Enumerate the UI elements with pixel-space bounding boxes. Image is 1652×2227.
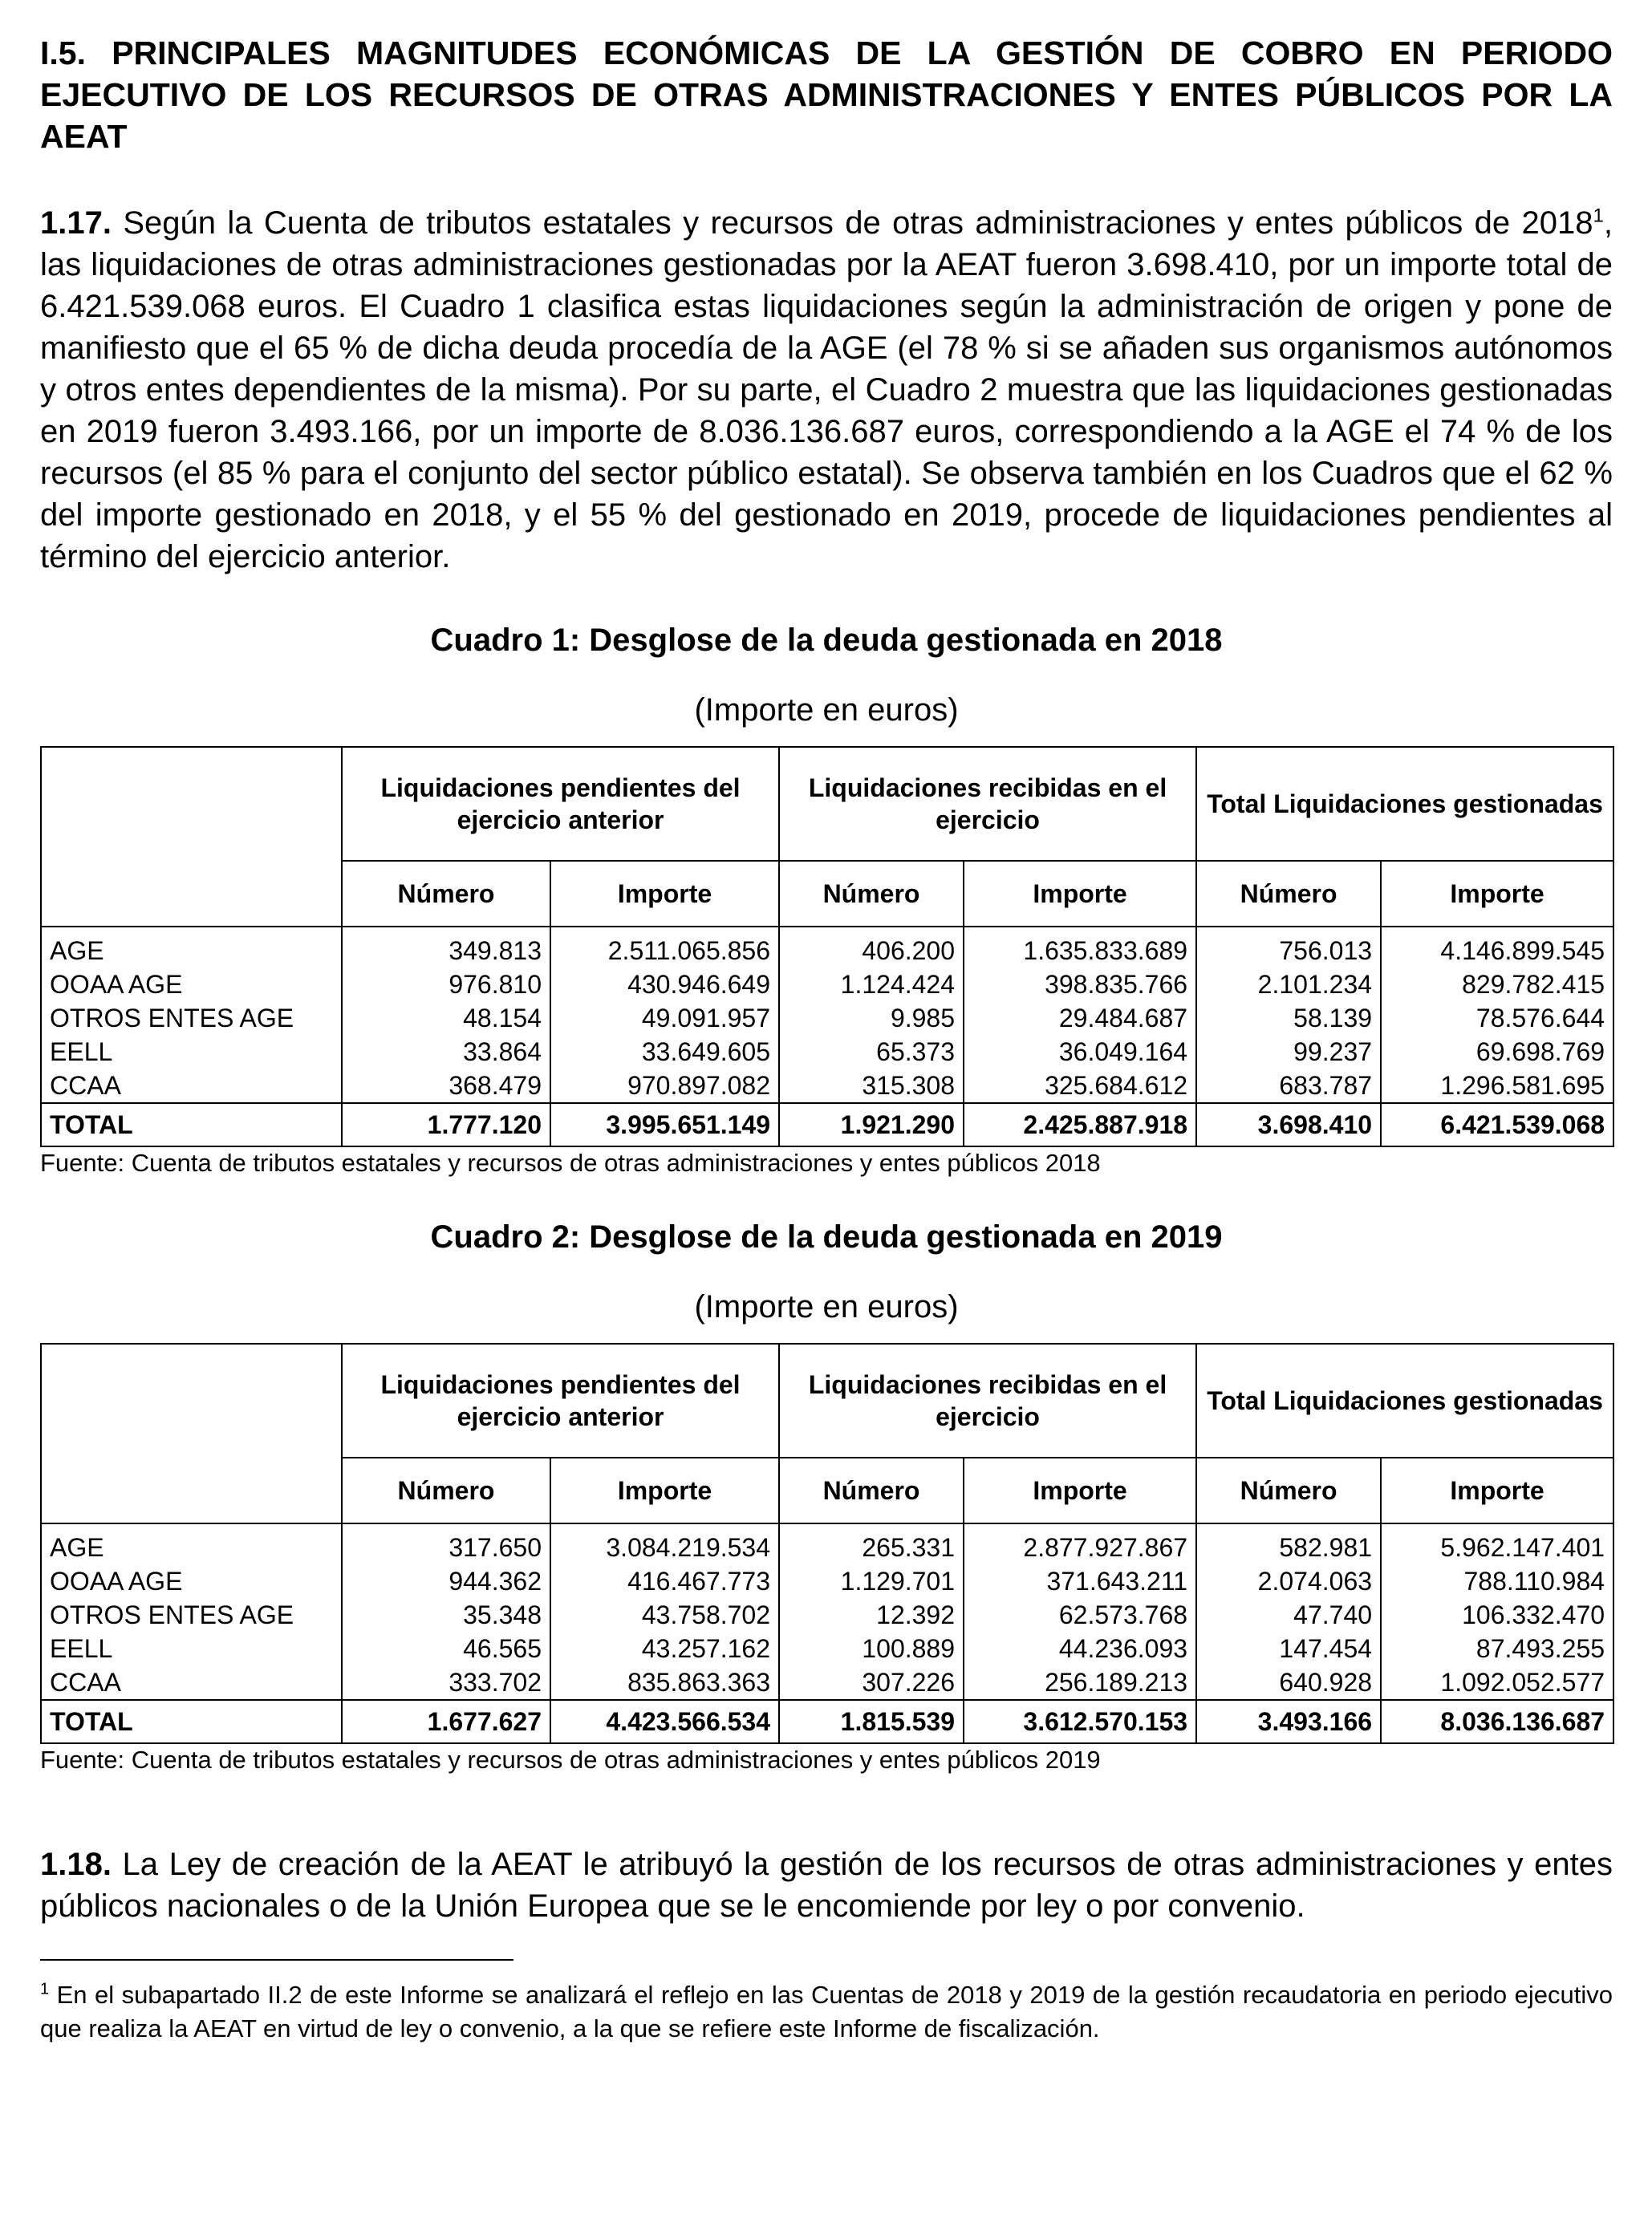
cell: 368.479 (342, 1069, 550, 1103)
table-1-unit: (Importe en euros) (694, 692, 959, 728)
header-numero: Número (342, 861, 550, 927)
header-numero: Número (1196, 861, 1381, 927)
header-importe: Importe (550, 1458, 779, 1523)
cell: 835.863.363 (550, 1665, 779, 1700)
row-label: CCAA (41, 1069, 342, 1103)
empty-header-cell (41, 1344, 342, 1523)
cell: 47.740 (1196, 1598, 1381, 1632)
cell: 398.835.766 (964, 967, 1196, 1001)
row-label: OTROS ENTES AGE (41, 1598, 342, 1632)
cell: 2.425.887.918 (964, 1103, 1196, 1146)
cell: 430.946.649 (550, 967, 779, 1001)
cell: 3.493.166 (1196, 1700, 1381, 1743)
cell: 333.702 (342, 1665, 550, 1700)
cell: 4.423.566.534 (550, 1700, 779, 1743)
cell: 683.787 (1196, 1069, 1381, 1103)
row-label: TOTAL (41, 1700, 342, 1743)
paragraph-text: La Ley de creación de la AEAT le atribuyó la gestión de los recursos de otras administraciones y entes públicos nacionales o de la Unión Europea que se le encomiende por ley o por convenio. (40, 1847, 1613, 1924)
paragraph-number: 1.18. (40, 1847, 112, 1882)
table-header-row (41, 1344, 1613, 1458)
cell: 970.897.082 (550, 1069, 779, 1103)
cell: 416.467.773 (550, 1564, 779, 1598)
cell: 33.649.605 (550, 1035, 779, 1069)
cell: 265.331 (779, 1523, 964, 1564)
header-total: Total Liquidaciones gestionadas (1196, 747, 1613, 861)
row-label: EELL (41, 1035, 342, 1069)
cell: 1.296.581.695 (1381, 1069, 1613, 1103)
cell: 944.362 (342, 1564, 550, 1598)
cell: 640.928 (1196, 1665, 1381, 1700)
header-importe: Importe (1381, 1458, 1613, 1523)
table-row (41, 967, 1613, 1001)
footnote-marker: 1 (40, 1980, 50, 1998)
row-label: CCAA (41, 1665, 342, 1700)
cell: 12.392 (779, 1598, 964, 1632)
footnote-reference[interactable]: 1 (1593, 205, 1604, 227)
cell: 406.200 (779, 927, 964, 967)
cell: 349.813 (342, 927, 550, 967)
cell: 2.877.927.867 (964, 1523, 1196, 1564)
header-numero: Número (1196, 1458, 1381, 1523)
row-label: EELL (41, 1632, 342, 1665)
cell: 78.576.644 (1381, 1001, 1613, 1035)
cell: 1.635.833.689 (964, 927, 1196, 967)
table-row (41, 1632, 1613, 1665)
cell: 307.226 (779, 1665, 964, 1700)
cell: 1.777.120 (342, 1103, 550, 1146)
table-1 (40, 746, 1614, 1147)
cell: 44.236.093 (964, 1632, 1196, 1665)
header-importe: Importe (964, 861, 1196, 927)
cell: 5.962.147.401 (1381, 1523, 1613, 1564)
table-2-source: Fuente: Cuenta de tributos estatales y recursos de otras administraciones y entes públicos 2019 (40, 1746, 1101, 1774)
cell: 2.101.234 (1196, 967, 1381, 1001)
cell: 976.810 (342, 967, 550, 1001)
table-2-unit: (Importe en euros) (694, 1289, 959, 1324)
cell: 325.684.612 (964, 1069, 1196, 1103)
paragraph-1-17 (40, 202, 1613, 578)
row-label: AGE (41, 1523, 342, 1564)
cell: 1.129.701 (779, 1564, 964, 1598)
table-1-source: Fuente: Cuenta de tributos estatales y recursos de otras administraciones y entes públicos 2018 (40, 1149, 1101, 1177)
cell: 65.373 (779, 1035, 964, 1069)
cell: 1.815.539 (779, 1700, 964, 1743)
header-numero: Número (779, 1458, 964, 1523)
cell: 36.049.164 (964, 1035, 1196, 1069)
cell: 35.348 (342, 1598, 550, 1632)
table-2-title: Cuadro 2: Desglose de la deuda gestionada en 2019 (430, 1219, 1223, 1255)
cell: 3.612.570.153 (964, 1700, 1196, 1743)
row-label: AGE (41, 927, 342, 967)
cell: 6.421.539.068 (1381, 1103, 1613, 1146)
cell: 29.484.687 (964, 1001, 1196, 1035)
table-row (41, 927, 1613, 967)
table-row (41, 1665, 1613, 1700)
empty-header-cell (41, 747, 342, 927)
cell: 1.921.290 (779, 1103, 964, 1146)
table-row (41, 1598, 1613, 1632)
cell: 788.110.984 (1381, 1564, 1613, 1598)
section-heading: I.5. PRINCIPALES MAGNITUDES ECONÓMICAS DE LA GESTIÓN DE COBRO EN PERIODO EJECUTIVO DE LOS RECURSOS DE OTRAS ADMINISTRACIONES Y ENTES PÚBLICOS POR LA AEAT (40, 34, 1613, 155)
cell: 87.493.255 (1381, 1632, 1613, 1665)
cell: 756.013 (1196, 927, 1381, 967)
paragraph-text: , las liquidaciones de otras administraciones gestionadas por la AEAT fueron 3.698.410, por un importe total de 6.421.539.068 euros. El Cuadro 1 clasifica estas liquidaciones según la administración de origen y pone de manifiesto que el 65 % de dicha deuda procedía de la AGE (el 78 % si se añaden sus organismos autónomos y otros entes dependientes de la misma). Por su parte, el Cuadro 2 muestra que las liquidaciones gestionadas en 2019 fueron 3.493.166, por un importe de 8.036.136.687 euros, correspondiendo a la AGE el 74 % de los recursos (el 85 % para el conjunto del sector público estatal). Se observa también en los Cuadros que el 62 % del importe gestionado en 2018, y el 55 % del gestionado en 2019, procede de liquidaciones pendientes al término del ejercicio anterior. (40, 205, 1613, 574)
table-row (41, 1564, 1613, 1598)
footnote-text: En el subapartado II.2 de este Informe se analizará el reflejo en las Cuentas de 2018 y 2019 de la gestión recaudatoria en periodo ejecutivo que realiza la AEAT en virtud de ley o convenio, a la que se refiere este Informe de fiscalización. (40, 1981, 1613, 2042)
cell: 1.124.424 (779, 967, 964, 1001)
row-label: OTROS ENTES AGE (41, 1001, 342, 1035)
cell: 33.864 (342, 1035, 550, 1069)
cell: 1.092.052.577 (1381, 1665, 1613, 1700)
paragraph-text: Según la Cuenta de tributos estatales y recursos de otras administraciones y entes públicos de 2018 (111, 205, 1593, 241)
cell: 4.146.899.545 (1381, 927, 1613, 967)
footnote-divider (40, 1959, 513, 1961)
cell: 46.565 (342, 1632, 550, 1665)
cell: 62.573.768 (964, 1598, 1196, 1632)
table-total-row (41, 1700, 1613, 1743)
table-row (41, 1035, 1613, 1069)
header-pendientes: Liquidaciones pendientes del ejercicio anterior (342, 747, 779, 861)
table-header-row (41, 747, 1613, 861)
cell: 49.091.957 (550, 1001, 779, 1035)
header-numero: Número (342, 1458, 550, 1523)
header-total: Total Liquidaciones gestionadas (1196, 1344, 1613, 1458)
table-row (41, 1523, 1613, 1564)
header-recibidas: Liquidaciones recibidas en el ejercicio (779, 747, 1196, 861)
cell: 48.154 (342, 1001, 550, 1035)
row-label: OOAA AGE (41, 967, 342, 1001)
footnote (40, 1978, 1613, 2046)
cell: 8.036.136.687 (1381, 1700, 1613, 1743)
cell: 99.237 (1196, 1035, 1381, 1069)
row-label: TOTAL (41, 1103, 342, 1146)
cell: 3.084.219.534 (550, 1523, 779, 1564)
paragraph-number: 1.17. (40, 205, 112, 241)
cell: 100.889 (779, 1632, 964, 1665)
row-label: OOAA AGE (41, 1564, 342, 1598)
cell: 1.677.627 (342, 1700, 550, 1743)
document-page (40, 32, 1613, 2046)
cell: 829.782.415 (1381, 967, 1613, 1001)
cell: 317.650 (342, 1523, 550, 1564)
cell: 371.643.211 (964, 1564, 1196, 1598)
header-numero: Número (779, 861, 964, 927)
cell: 256.189.213 (964, 1665, 1196, 1700)
cell: 43.257.162 (550, 1632, 779, 1665)
cell: 106.332.470 (1381, 1598, 1613, 1632)
header-importe: Importe (1381, 861, 1613, 927)
cell: 58.139 (1196, 1001, 1381, 1035)
cell: 3.995.651.149 (550, 1103, 779, 1146)
cell: 2.511.065.856 (550, 927, 779, 967)
header-recibidas: Liquidaciones recibidas en el ejercicio (779, 1344, 1196, 1458)
cell: 3.698.410 (1196, 1103, 1381, 1146)
table-1-title: Cuadro 1: Desglose de la deuda gestionada en 2018 (430, 623, 1223, 658)
table-row (41, 1069, 1613, 1103)
table-row (41, 1001, 1613, 1035)
cell: 582.981 (1196, 1523, 1381, 1564)
cell: 147.454 (1196, 1632, 1381, 1665)
cell: 69.698.769 (1381, 1035, 1613, 1069)
table-total-row (41, 1103, 1613, 1146)
paragraph-1-18 (40, 1844, 1613, 1927)
header-importe: Importe (550, 861, 779, 927)
cell: 2.074.063 (1196, 1564, 1381, 1598)
cell: 43.758.702 (550, 1598, 779, 1632)
header-pendientes: Liquidaciones pendientes del ejercicio anterior (342, 1344, 779, 1458)
table-2 (40, 1343, 1614, 1744)
cell: 9.985 (779, 1001, 964, 1035)
header-importe: Importe (964, 1458, 1196, 1523)
cell: 315.308 (779, 1069, 964, 1103)
